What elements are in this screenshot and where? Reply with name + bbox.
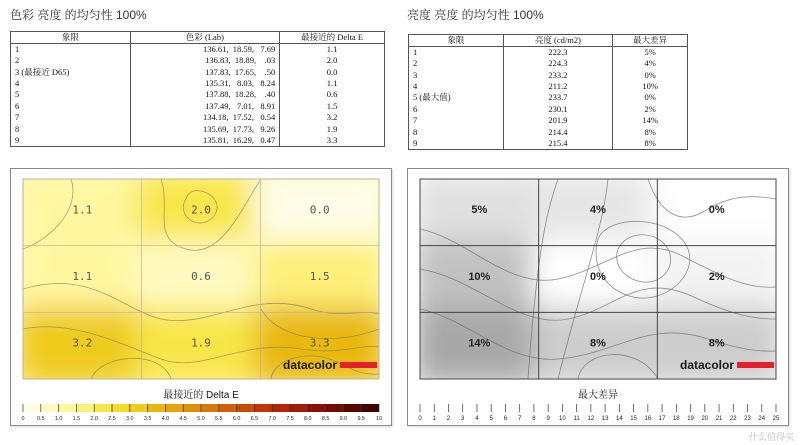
legend-tick-label: 14 <box>616 416 623 422</box>
legend-swatch <box>491 404 505 412</box>
table-row <box>409 81 688 92</box>
legend-tick-label: 15 <box>630 416 637 422</box>
cell-value-label: 0.0 <box>309 203 330 217</box>
legend-tick-label: 3.0 <box>126 416 134 422</box>
luminance-cell: 214.4 <box>503 126 613 137</box>
quadrant-cell: 6 <box>409 104 504 115</box>
table-row <box>11 66 385 77</box>
quadrant-cell: 8 <box>409 126 504 137</box>
legend-tick-label: 4.0 <box>161 416 170 422</box>
legend-swatch <box>477 404 491 412</box>
delta-e-heatmap <box>11 169 391 425</box>
legend-swatch <box>676 404 690 412</box>
cell-value-label: 0.6 <box>191 270 211 283</box>
max-difference-cell: 2% <box>613 104 688 115</box>
legend-swatch <box>733 404 747 412</box>
delta-e-cell: 1.1 <box>280 78 385 89</box>
cell-value-label: 0% <box>590 270 606 283</box>
cell-value-label: 1.9 <box>191 336 211 350</box>
table-row <box>11 123 385 134</box>
lab-value-cell: 137.83, 17.65, .50 <box>130 66 280 77</box>
legend-swatch <box>254 404 272 412</box>
delta-e-cell: 1.5 <box>280 101 385 112</box>
delta-e-cell: 2.0 <box>280 55 385 66</box>
legend-swatch <box>290 404 308 412</box>
cell-value-label: 5% <box>471 204 488 217</box>
legend-swatch <box>201 404 219 412</box>
lab-value-cell: 137.49, 7.01, 8.91 <box>130 101 280 112</box>
legend-tick-label: 24 <box>758 416 766 422</box>
delta-e-cell: 0.0 <box>280 66 385 77</box>
luminance-cell: 215.4 <box>503 138 613 150</box>
legend-tick-label: 17 <box>658 416 666 422</box>
legend-tick-label: 2.5 <box>108 416 116 422</box>
legend-swatch <box>23 404 41 412</box>
column-header: 最接近的 Delta E <box>280 32 385 44</box>
legend-tick-label: 6.5 <box>250 416 259 422</box>
quadrant-cell: 9 <box>409 138 504 150</box>
legend-tick-label: 9 <box>546 416 550 422</box>
legend-swatch <box>691 404 705 412</box>
quadrant-cell: 4 <box>409 81 504 92</box>
legend-tick-label: 0.5 <box>37 416 45 422</box>
legend-swatch <box>605 404 619 412</box>
quadrant-cell: 9 <box>11 135 131 147</box>
quadrant-cell: 7 <box>409 115 504 126</box>
quadrant-cell: 2 <box>11 55 131 66</box>
cell-value-label: 1.1 <box>72 203 93 217</box>
legend-swatch <box>562 404 576 412</box>
quadrant-cell: 1 <box>409 47 504 59</box>
legend-tick-label: 10 <box>376 416 382 422</box>
legend-swatch <box>148 404 166 412</box>
table-row <box>409 138 688 150</box>
legend-tick-label: 6 <box>503 416 508 422</box>
legend-swatch <box>308 404 326 412</box>
cell-value-label: 8% <box>708 337 725 350</box>
legend-tick-label: 8.0 <box>304 416 312 422</box>
luminance-cell: 230.1 <box>503 104 613 115</box>
color-uniformity-title: 色彩 亮度 的均匀性 100% <box>10 8 147 22</box>
watermark-text: 什么值得买 <box>748 432 794 442</box>
luminance-cell: 211.2 <box>503 81 613 92</box>
legend-tick-label: 7 <box>518 416 522 422</box>
table-row <box>11 44 385 56</box>
legend-swatch <box>326 404 344 412</box>
table-row <box>409 126 688 137</box>
legend-swatch <box>94 404 112 412</box>
cell-value-label: 14% <box>468 337 491 350</box>
legend-tick-label: 22 <box>729 416 737 422</box>
legend-swatch <box>272 404 290 412</box>
legend-swatch <box>41 404 59 412</box>
legend-tick-label: 0 <box>418 416 422 422</box>
quadrant-cell: 5 <box>11 89 131 100</box>
table-row <box>409 92 688 103</box>
legend-swatch <box>183 404 201 412</box>
quadrant-cell: 4 <box>11 78 131 89</box>
delta-e-cell: 0.6 <box>280 89 385 100</box>
legend-tick-label: 2.0 <box>90 416 98 422</box>
legend-swatch <box>219 404 237 412</box>
delta-e-cell: 1.9 <box>280 123 385 134</box>
legend-swatch <box>505 404 519 412</box>
max-difference-cell: 0% <box>613 69 688 80</box>
delta-e-cell: 1.1 <box>280 44 385 56</box>
lab-value-cell: 137.88, 18.28, .40 <box>130 89 280 100</box>
legend-swatch <box>130 404 148 412</box>
legend-swatch <box>748 404 762 412</box>
legend-swatch <box>165 404 183 412</box>
table-row <box>11 135 385 147</box>
cell-value-label: 10% <box>468 270 491 283</box>
table-row <box>11 78 385 89</box>
cell-value-label: 2% <box>708 270 725 283</box>
quadrant-cell: 3 <box>409 69 504 80</box>
legend-tick-label: 10 <box>559 416 566 422</box>
luminance-heatmap-card <box>407 168 789 426</box>
legend-swatch <box>762 404 776 412</box>
datacolor-logo-bar <box>340 362 377 368</box>
quadrant-cell: 7 <box>11 112 131 123</box>
legend-tick-label: 19 <box>687 416 694 422</box>
table-row <box>11 89 385 100</box>
color-uniformity-table <box>10 31 385 147</box>
legend-tick-label: 9.5 <box>357 416 365 422</box>
legend-tick-label: 3.5 <box>143 416 152 422</box>
cell-value-label: 2.0 <box>191 203 211 217</box>
cell-value-label: 3.3 <box>309 336 330 350</box>
legend-swatch <box>520 404 534 412</box>
lab-value-cell: 135.81, 16.29, 0.47 <box>130 135 280 147</box>
legend-swatch <box>719 404 733 412</box>
legend-swatch <box>463 404 477 412</box>
cell-value-label: 3.2 <box>72 336 93 350</box>
legend-tick-label: 7.0 <box>268 416 276 422</box>
table-row <box>11 112 385 123</box>
column-header: 亮度 (cd/m2) <box>503 35 613 47</box>
lab-value-cell: 136.83, 18.89, .03 <box>130 55 280 66</box>
datacolor-logo: datacolor <box>283 358 338 372</box>
legend-tick-label: 0 <box>21 416 25 422</box>
quadrant-cell: 2 <box>409 58 504 69</box>
datacolor-logo-bar <box>737 362 774 368</box>
cell-value-label: 0% <box>708 204 725 217</box>
delta-e-cell: 3.3 <box>280 135 385 147</box>
delta-e-cell: 3.2 <box>280 112 385 123</box>
legend-swatch <box>619 404 633 412</box>
lab-value-cell: 135.69, 17.73, 9.26 <box>130 123 280 134</box>
max-difference-cell: 5% <box>613 47 688 59</box>
legend-tick-label: 20 <box>701 416 709 422</box>
legend-swatch <box>448 404 462 412</box>
max-difference-cell: 8% <box>613 126 688 137</box>
legend-swatch <box>343 404 361 412</box>
table-row <box>409 104 688 115</box>
column-header: 象限 <box>409 35 504 47</box>
lab-value-cell: 134.18, 17.52, 0.54 <box>130 112 280 123</box>
quadrant-cell: 5 (最大值) <box>409 92 504 103</box>
legend-tick-label: 2 <box>446 416 451 422</box>
luminance-cell: 233.2 <box>503 69 613 80</box>
legend-tick-label: 1 <box>432 416 436 422</box>
legend-swatch <box>577 404 591 412</box>
quadrant-cell: 3 (最接近 D65) <box>11 66 131 77</box>
cell-value-label: 8% <box>590 337 606 350</box>
legend-tick-label: 7.5 <box>286 416 294 422</box>
lab-value-cell: 135.31, 8.03, 8.24 <box>130 78 280 89</box>
legend-swatch <box>591 404 605 412</box>
legend-tick-label: 8 <box>532 416 536 422</box>
luminance-cell: 224.3 <box>503 58 613 69</box>
legend-tick-label: 4.5 <box>179 416 187 422</box>
legend-swatch <box>237 404 255 412</box>
max-difference-cell: 0% <box>613 92 688 103</box>
legend-swatch <box>648 404 662 412</box>
max-difference-cell: 4% <box>613 58 688 69</box>
table-row <box>11 101 385 112</box>
legend-swatch <box>434 404 448 412</box>
legend-caption: 最大差异 <box>578 390 618 401</box>
legend-tick-label: 8.5 <box>321 416 330 422</box>
legend-tick-label: 3 <box>461 416 465 422</box>
column-header: 最大差异 <box>613 35 688 47</box>
column-header: 象限 <box>11 32 131 44</box>
luminance-cell: 233.7 <box>503 92 613 103</box>
legend-tick-label: 25 <box>772 416 780 422</box>
luminance-cell: 201.9 <box>503 115 613 126</box>
quadrant-cell: 6 <box>11 101 131 112</box>
quadrant-cell: 8 <box>11 123 131 134</box>
legend-swatch <box>705 404 719 412</box>
legend-tick-label: 11 <box>573 416 580 422</box>
legend-tick-label: 5 <box>489 416 493 422</box>
datacolor-logo: datacolor <box>680 358 735 372</box>
legend-tick-label: 21 <box>715 416 723 422</box>
luminance-cell: 222.3 <box>503 47 613 59</box>
table-header-row <box>409 35 688 47</box>
luminance-uniformity-title: 亮度 亮度 的均匀性 100% <box>407 8 544 22</box>
legend-swatch <box>548 404 562 412</box>
legend-swatch <box>534 404 548 412</box>
quadrant-cell: 1 <box>11 44 131 56</box>
cell-value-label: 1.1 <box>72 270 93 283</box>
legend-tick-label: 23 <box>744 416 751 422</box>
max-difference-cell: 8% <box>613 138 688 150</box>
max-difference-cell: 10% <box>613 81 688 92</box>
lab-value-cell: 136.61, 18.59, 7.69 <box>130 44 280 56</box>
legend-caption: 最接近的 Delta E <box>163 390 239 401</box>
delta-e-heatmap-card <box>10 168 392 426</box>
legend-swatch <box>112 404 130 412</box>
legend-tick-label: 18 <box>672 416 680 422</box>
luminance-heatmap <box>408 169 788 425</box>
cell-value-label: 1.5 <box>309 270 330 283</box>
legend-tick-label: 5.0 <box>197 416 205 422</box>
table-row <box>409 115 688 126</box>
legend-swatch <box>76 404 94 412</box>
legend-tick-label: 12 <box>587 416 595 422</box>
legend-tick-label: 4 <box>475 416 479 422</box>
max-difference-cell: 14% <box>613 115 688 126</box>
legend-tick-label: 5.5 <box>215 416 223 422</box>
legend-tick-label: 6.0 <box>232 416 241 422</box>
legend-swatch <box>361 404 379 412</box>
table-header-row <box>11 32 385 44</box>
legend-swatch <box>59 404 77 412</box>
luminance-uniformity-table <box>408 34 688 150</box>
legend-tick-label: 9.0 <box>339 416 348 422</box>
legend-tick-label: 13 <box>601 416 609 422</box>
table-row <box>11 55 385 66</box>
cell-value-label: 4% <box>590 204 606 217</box>
table-row <box>409 69 688 80</box>
legend-tick-label: 16 <box>644 416 652 422</box>
table-row <box>409 58 688 69</box>
legend-swatch <box>662 404 676 412</box>
legend-swatch <box>420 404 434 412</box>
legend-tick-label: 1.0 <box>54 416 63 422</box>
legend-tick-label: 1.5 <box>72 416 81 422</box>
legend-swatch <box>634 404 648 412</box>
table-row <box>409 47 688 59</box>
column-header: 色彩 (Lab) <box>130 32 280 44</box>
